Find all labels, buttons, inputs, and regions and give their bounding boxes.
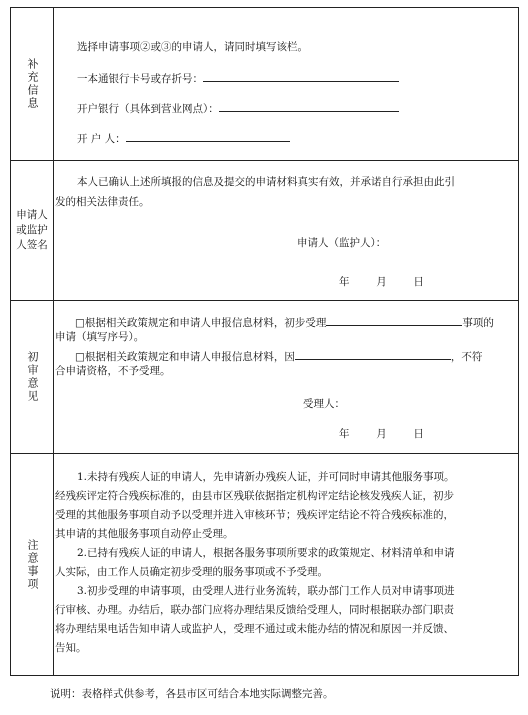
note-line: 行审核、办理。办结后，联办部门应将办理结果反馈给受理人，同时根据联办部门职责 [55,604,454,616]
signature-row [11,161,518,301]
bank-line [77,99,399,120]
review-row [11,301,518,454]
signer-label: 申请人（监护人）： [297,237,387,249]
bank-label: 开户银行（具体到营业网点）： [77,103,219,115]
form-table [10,7,519,676]
review-content [53,301,518,453]
notes-label-cell [11,454,54,675]
review-label: 初审意见 [26,351,39,403]
holder-label: 开 户 人： [77,133,126,145]
card-number-field[interactable] [203,69,399,82]
bank-field[interactable] [219,99,399,112]
notes-content [53,454,518,675]
accept-tail: 事项的 [462,317,494,329]
signature-date: 年 月 日 [339,276,424,288]
supplement-intro: 选择申请事项②或③的申请人，请同时填写该栏。 [77,41,308,53]
signature-label-cell [11,161,54,300]
statement-line-1: 本人已确认上述所填报的信息及提交的申请材料真实有效，并承诺自行承担由此引 [77,176,455,188]
reject-tail: ，不符 [450,351,483,363]
holder-field[interactable] [126,129,290,142]
reject-line-2: 合申请资格，不予受理。 [55,365,171,377]
note-line: 人实际，由工作人员确定初步受理的服务事项或不予受理。 [55,566,328,578]
accept-checkbox-text[interactable]: □根据相关政策规定和申请人申报信息材料，初步受理 [75,317,327,329]
note-line: 其申请的其他服务事项自动停止受理。 [55,528,234,540]
notes-row [11,454,518,675]
statement-line-2: 发的相关法律责任。 [55,196,150,208]
note-line: 告知。 [55,642,87,654]
accept-line-2: 申请（填写序号）。 [55,331,145,343]
holder-line [77,129,290,150]
card-number-label: 一本通银行卡号或存折号： [77,73,203,85]
reject-reason-field[interactable] [295,347,451,360]
review-date: 年 月 日 [339,428,424,440]
signature-content [53,161,518,300]
note-line: 2.已持有残疾人证的申请人，根据各服务事项所要求的政策规定、材料清单和申请 [77,547,455,559]
supplement-label: 补充信息 [26,58,39,110]
notes-label: 注意事项 [26,538,39,591]
reject-checkbox-text[interactable]: □根据相关政策规定和申请人申报信息材料，因 [75,351,295,363]
note-line: 受理的其他服务事项自动予以受理并进入审核环节；残疾评定结论不符合残疾标准的， [55,509,454,521]
signature-label: 申请人或监护人签名 [16,209,48,251]
note-line: 经残疾评定符合残疾标准的，由县市区残联依据指定机构评定结论核发残疾人证，初步 [55,490,454,502]
supplement-label-cell [11,8,54,160]
review-label-cell [11,301,54,453]
card-number-line [77,69,399,90]
footnote: 说明：表格样式供参考，各县市区可结合本地实际调整完善。 [50,688,334,700]
handler-label: 受理人： [303,398,345,410]
note-line: 1.未持有残疾人证的申请人，先申请新办残疾人证，并可同时申请其他服务事项。 [77,471,455,483]
note-line: 将办理结果电话告知申请人或监护人，受理不通过或未能办结的情况和原因一并反馈、 [55,623,454,635]
note-line: 3.初步受理的申请事项，由受理人进行业务流转，联办部门工作人员对申请事项进 [77,585,455,597]
accept-items-field[interactable] [326,313,462,326]
supplement-content [53,8,518,160]
supplement-row [11,8,518,161]
